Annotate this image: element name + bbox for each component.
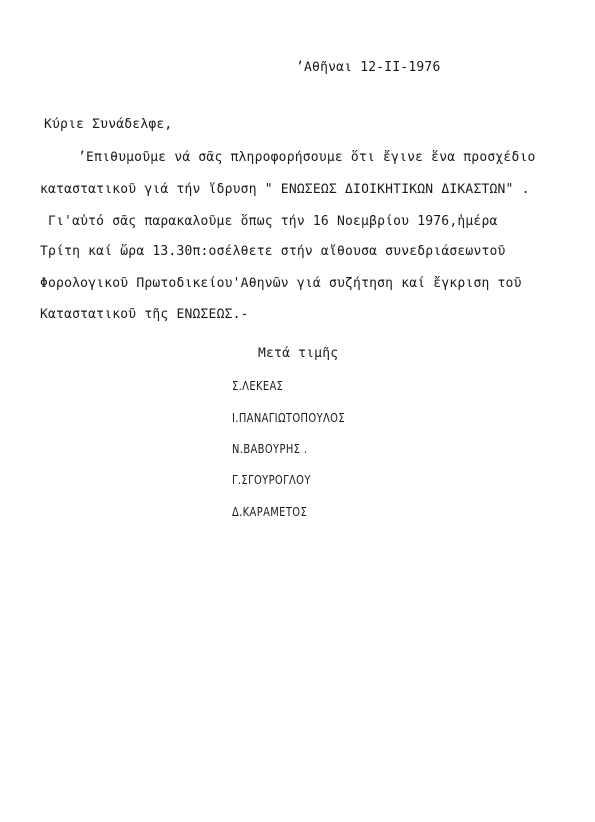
signatory-name: Ν.ΒΑΒΟΥΡΗΣ . — [232, 442, 308, 456]
letter-closing: Μετά τιμῆς — [258, 346, 339, 361]
body-line: Φορολογικοῦ Πρωτοδικείου'Αθηνῶν γιά συζήτηση καί ἔγκριση τοῦ — [40, 276, 522, 291]
letter-salutation: Κύριε Συνάδελφε, — [44, 117, 173, 132]
signatory-name: Γ.ΣΓΟΥΡΟΓΛΟΥ — [232, 473, 311, 487]
signatory-name: Σ.ΛΕΚΕΑΣ — [232, 379, 284, 393]
body-line: ʼΕπιθυμοῦμε νά σᾶς πληροφορήσουμε ὅτι ἔγινε ἕνα προσχέδιο — [78, 150, 536, 165]
body-line: καταστατικοῦ γιά τήν ἵδρυση " ΕΝΩΣΕΩΣ ΔΙΟΙΚΗΤΙΚΩΝ ΔΙΚΑΣΤΩΝ" . — [40, 182, 530, 197]
letter-date: ʼΑθῆναι 12-II-1976 — [296, 60, 441, 75]
signatory-name: Ι.ΠΑΝΑΓΙΩΤΟΠΟΥΛΟΣ — [232, 411, 345, 425]
body-line: Τρίτη καί ὥρα 13.30π:οσέλθετε στήν αἴθουσα συνεδριάσεωντοῦ — [40, 244, 506, 259]
body-line: Καταστατικοῦ τῆς ΕΝΩΣΕΩΣ.- — [40, 307, 249, 322]
body-line: Γι'αὐτό σᾶς παρακαλοῦμε ὅπως τήν 16 Νοεμβρίου 1976,ἡμέρα — [48, 214, 498, 229]
signatory-name: Δ.ΚΑΡΑΜΕΤΟΣ — [232, 505, 308, 519]
